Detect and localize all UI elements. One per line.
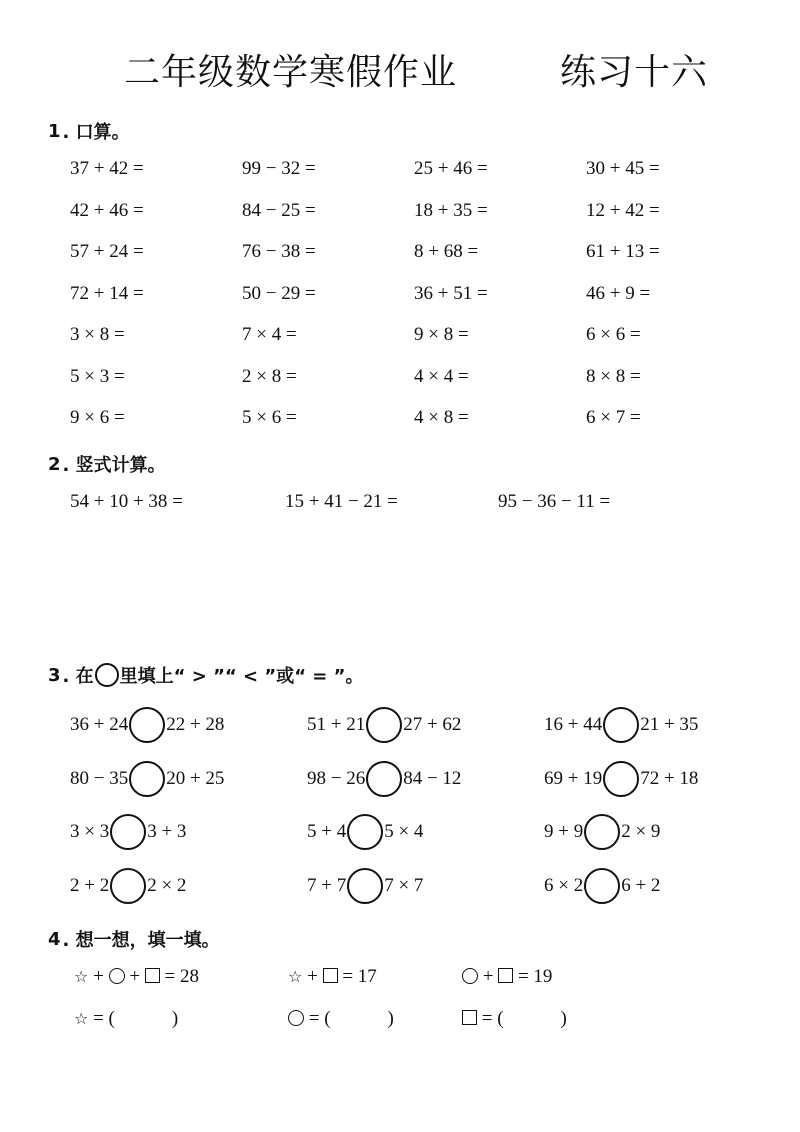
page-title: 二年级数学寒假作业 [124, 52, 458, 93]
mental-problem: 36 + 51 = [414, 282, 488, 304]
mental-problem: 6 × 6 = [586, 324, 641, 345]
mental-problem: 5 × 3 = [70, 365, 125, 387]
compare-answer-circle[interactable] [366, 761, 402, 797]
star-icon: ☆ [74, 967, 89, 986]
vertical-problem: 95 − 36 − 11 = [498, 491, 611, 512]
equation-result: = 28 [159, 966, 199, 987]
operator: + [88, 966, 109, 987]
vertical-problem: 15 + 41 − 21 = [285, 491, 398, 512]
compare-right: 7 × 7 [384, 874, 424, 896]
compare-answer-circle[interactable] [129, 707, 165, 743]
compare-right: 72 + 18 [640, 767, 699, 789]
compare-item [544, 703, 770, 747]
compare-left: 80 − 35 [70, 767, 129, 789]
mental-problem: 8 × 8 = [586, 365, 641, 387]
mental-problem: 5 × 6 = [242, 407, 297, 428]
compare-grid [70, 703, 770, 917]
mental-problem: 9 × 8 = [414, 324, 469, 345]
star-icon: ☆ [288, 967, 303, 986]
section-label: . 竖式计算。 [62, 455, 166, 476]
compare-item [70, 703, 307, 747]
section-number: 4 [48, 928, 61, 950]
compare-answer-circle[interactable] [603, 761, 639, 797]
section-label: . 想一想，填一填。 [62, 930, 220, 951]
mental-problem: 30 + 45 = [586, 158, 660, 179]
compare-left: 36 + 24 [70, 714, 129, 735]
compare-item [307, 757, 544, 801]
answer-blank[interactable]: = ( ) [304, 1008, 394, 1029]
compare-right: 3 + 3 [147, 821, 187, 842]
mental-problem: 9 × 6 = [70, 407, 125, 428]
compare-left: 9 + 9 [544, 821, 584, 842]
circle-icon [288, 1010, 304, 1026]
section-label: . 口算。 [62, 122, 130, 143]
compare-answer-circle[interactable] [584, 868, 620, 904]
answer-blank[interactable]: = ( ) [88, 1008, 179, 1029]
compare-answer-circle[interactable] [603, 707, 639, 743]
answer-circle [288, 1004, 394, 1034]
compare-answer-circle[interactable] [347, 814, 383, 850]
operator: + [302, 966, 323, 987]
mental-problem: 57 + 24 = [70, 241, 144, 262]
answer-blank[interactable]: = ( ) [477, 1008, 567, 1029]
mental-problem: 50 − 29 = [242, 282, 316, 304]
compare-item [544, 864, 770, 908]
section-4-heading [48, 926, 220, 952]
section-3-heading [48, 662, 363, 688]
compare-left: 51 + 21 [307, 714, 366, 735]
mental-problem: 7 × 4 = [242, 324, 297, 345]
mental-math-grid [70, 153, 770, 444]
circle-icon [462, 968, 478, 984]
mental-problem: 8 + 68 = [414, 241, 479, 262]
compare-item [70, 757, 307, 801]
section-1-heading [48, 118, 130, 144]
operator: + [478, 966, 499, 987]
mental-problem: 72 + 14 = [70, 282, 144, 304]
compare-left: 3 × 3 [70, 821, 110, 842]
circle-icon [109, 968, 125, 984]
compare-left: 5 + 4 [307, 821, 347, 842]
compare-left: 2 + 2 [70, 874, 110, 896]
compare-answer-circle[interactable] [129, 761, 165, 797]
mental-problem: 76 − 38 = [242, 241, 316, 262]
square-icon [498, 968, 513, 983]
compare-right: 21 + 35 [640, 714, 699, 735]
compare-item [307, 864, 544, 908]
puzzle-equation-3 [462, 962, 552, 992]
mental-problem: 84 − 25 = [242, 199, 316, 221]
answer-star [74, 1004, 178, 1034]
compare-answer-circle[interactable] [110, 868, 146, 904]
compare-item [70, 864, 307, 908]
compare-right: 27 + 62 [403, 714, 462, 735]
compare-item [307, 810, 544, 854]
square-icon [323, 968, 338, 983]
square-icon [462, 1010, 477, 1025]
compare-left: 69 + 19 [544, 767, 603, 789]
compare-item [307, 703, 544, 747]
compare-item [70, 810, 307, 854]
puzzle-equation-1 [74, 962, 199, 992]
mental-problem: 6 × 7 = [586, 407, 641, 428]
compare-right: 2 × 9 [621, 821, 661, 842]
compare-item [544, 757, 770, 801]
mental-problem: 37 + 42 = [70, 158, 144, 179]
mental-problem: 12 + 42 = [586, 199, 660, 221]
mental-problem: 42 + 46 = [70, 199, 144, 221]
compare-answer-circle[interactable] [110, 814, 146, 850]
compare-answer-circle[interactable] [584, 814, 620, 850]
equation-result: = 17 [337, 966, 377, 987]
compare-left: 98 − 26 [307, 767, 366, 789]
answer-square [462, 1004, 567, 1034]
compare-left: 16 + 44 [544, 714, 603, 735]
mental-problem: 25 + 46 = [414, 158, 488, 179]
mental-problem: 4 × 8 = [414, 407, 469, 428]
vertical-problem: 54 + 10 + 38 = [70, 491, 183, 512]
compare-right: 2 × 2 [147, 874, 187, 896]
mental-problem: 99 − 32 = [242, 158, 316, 179]
compare-right: 22 + 28 [166, 714, 225, 735]
mental-problem: 2 × 8 = [242, 365, 297, 387]
compare-left: 7 + 7 [307, 874, 347, 896]
page-subtitle: 练习十六 [560, 52, 709, 93]
section-2-heading [48, 451, 166, 477]
mental-problem: 18 + 35 = [414, 199, 488, 221]
operator: + [124, 966, 145, 987]
section-number: 2 [48, 453, 61, 475]
compare-right: 20 + 25 [166, 767, 225, 789]
mental-problem: 3 × 8 = [70, 324, 125, 345]
compare-right: 6 + 2 [621, 874, 661, 896]
compare-right: 5 × 4 [384, 821, 424, 842]
compare-item [544, 810, 770, 854]
section-number: 1 [48, 120, 61, 142]
equation-result: = 19 [513, 966, 553, 987]
mental-problem: 61 + 13 = [586, 241, 660, 262]
compare-answer-circle[interactable] [347, 868, 383, 904]
star-icon: ☆ [74, 1009, 89, 1028]
compare-left: 6 × 2 [544, 874, 584, 896]
circle-icon [95, 663, 119, 687]
mental-problem: 4 × 4 = [414, 365, 469, 387]
section-label-post: 里填上“ > ”“ < ”或“ = ”。 [119, 666, 364, 687]
puzzle-equation-2 [288, 962, 377, 992]
square-icon [145, 968, 160, 983]
compare-right: 84 − 12 [403, 767, 462, 789]
compare-answer-circle[interactable] [366, 707, 402, 743]
section-number: 3 [48, 664, 61, 686]
section-label-pre: . 在 [62, 666, 94, 687]
mental-problem: 46 + 9 = [586, 282, 651, 304]
